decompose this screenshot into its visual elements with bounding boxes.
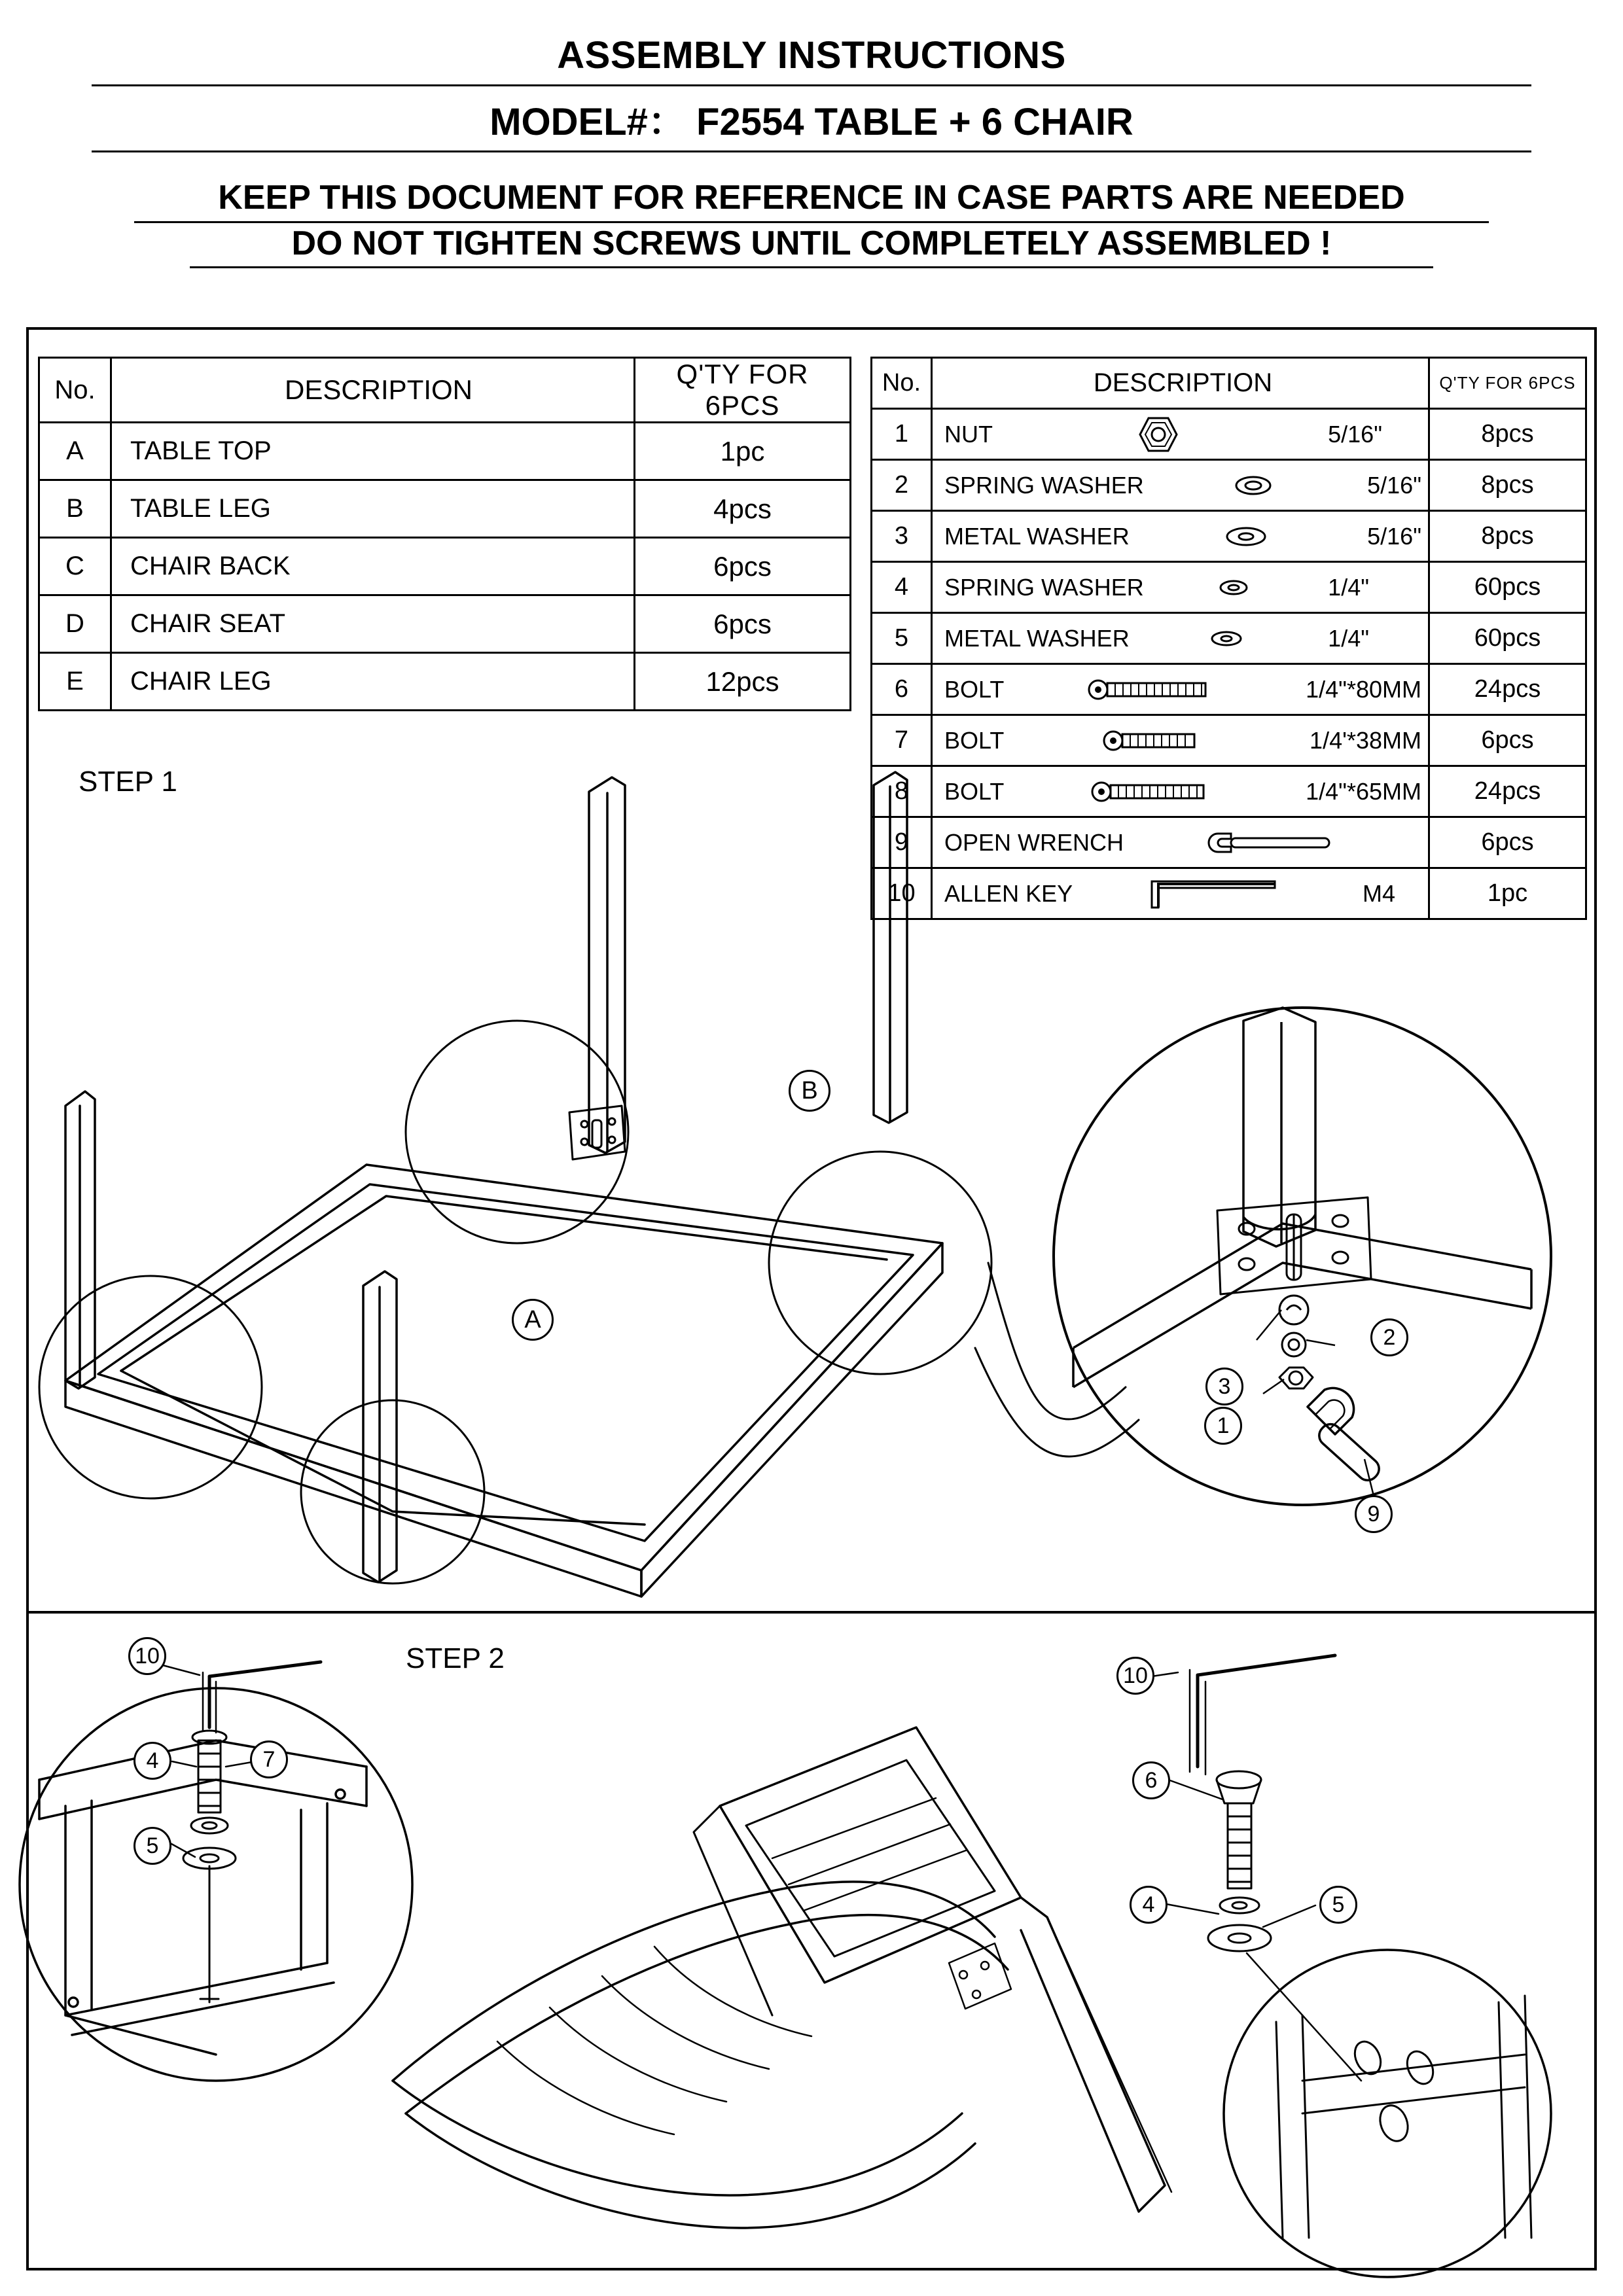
notice-line-2: DO NOT TIGHTEN SCREWS UNTIL COMPLETELY ASSEMBLED ! <box>291 224 1332 262</box>
hardware-no: 8 <box>872 766 932 817</box>
hardware-no: 1 <box>872 409 932 460</box>
table-row <box>872 409 1586 460</box>
hardware-label: SPRING WASHER <box>944 573 1144 601</box>
bolt-icon <box>1004 781 1302 803</box>
hardware-description-cell <box>932 613 1429 664</box>
table-row <box>39 480 851 538</box>
hardware-size: 5/16" <box>1367 471 1421 499</box>
part-qty: 6pcs <box>635 595 851 653</box>
header-qty: Q'TY FOR 6PCS <box>635 358 851 423</box>
hardware-size: 5/16" <box>1367 522 1421 550</box>
hardware-description-cell <box>932 460 1429 511</box>
part-no: A <box>39 423 111 480</box>
bolt-icon <box>1004 730 1306 752</box>
hardware-qty: 8pcs <box>1429 511 1586 562</box>
hardware-size: 5/16" <box>1328 420 1382 448</box>
hardware-description-cell <box>932 409 1429 460</box>
callout-hardware-4-right: 4 <box>1130 1886 1168 1924</box>
part-description: CHAIR BACK <box>111 538 635 595</box>
table-header-row <box>39 358 851 423</box>
hardware-description-cell <box>932 868 1429 919</box>
part-no: C <box>39 538 111 595</box>
hardware-qty: 24pcs <box>1429 766 1586 817</box>
table-row <box>39 653 851 711</box>
parts-table <box>38 357 851 711</box>
hex-nut-icon <box>993 416 1324 453</box>
step-divider <box>27 1611 1596 1614</box>
part-qty: 12pcs <box>635 653 851 711</box>
hardware-description-cell <box>932 715 1429 766</box>
step-1-label: STEP 1 <box>79 766 177 798</box>
part-description: TABLE LEG <box>111 480 635 538</box>
spring-washer-icon <box>1144 474 1363 497</box>
hardware-label: ALLEN KEY <box>944 879 1073 907</box>
metal-washer-small-icon <box>1130 630 1324 647</box>
hardware-no: 3 <box>872 511 932 562</box>
hardware-label: METAL WASHER <box>944 522 1130 550</box>
open-wrench-icon <box>1124 830 1418 856</box>
metal-washer-icon <box>1130 525 1363 548</box>
table-row <box>872 868 1586 919</box>
hardware-size: 1/4" <box>1328 573 1369 601</box>
table-row <box>39 595 851 653</box>
hardware-label: BOLT <box>944 726 1005 754</box>
hardware-description-cell <box>932 664 1429 715</box>
part-description: CHAIR LEG <box>111 653 635 711</box>
hardware-no: 10 <box>872 868 932 919</box>
table-row <box>872 613 1586 664</box>
hardware-description-cell <box>932 562 1429 613</box>
hardware-description-cell <box>932 766 1429 817</box>
part-no: E <box>39 653 111 711</box>
table-row <box>872 766 1586 817</box>
part-description: TABLE TOP <box>111 423 635 480</box>
callout-hardware-7: 7 <box>250 1740 288 1778</box>
hardware-no: 9 <box>872 817 932 868</box>
hardware-label: BOLT <box>944 675 1005 703</box>
callout-hardware-9: 9 <box>1355 1495 1393 1533</box>
callout-hardware-2: 2 <box>1370 1318 1408 1356</box>
callout-hardware-4-left: 4 <box>134 1742 171 1780</box>
callout-part-a: A <box>512 1299 554 1341</box>
notice-line-1: KEEP THIS DOCUMENT FOR REFERENCE IN CASE PARTS ARE NEEDED <box>218 179 1405 217</box>
hardware-size: M4 <box>1362 879 1395 907</box>
hardware-label: METAL WASHER <box>944 624 1130 652</box>
callout-hardware-5-right: 5 <box>1319 1886 1357 1924</box>
hardware-no: 6 <box>872 664 932 715</box>
callout-tool-10-right: 10 <box>1116 1657 1154 1695</box>
hardware-description-cell <box>932 511 1429 562</box>
hardware-qty: 8pcs <box>1429 409 1586 460</box>
part-no: B <box>39 480 111 538</box>
header-qty: Q'TY FOR 6PCS <box>1429 358 1586 409</box>
hardware-size: 1/4" <box>1328 624 1369 652</box>
table-row <box>39 423 851 480</box>
hardware-table <box>870 357 1587 920</box>
spring-washer-small-icon <box>1144 579 1324 596</box>
hardware-no: 2 <box>872 460 932 511</box>
header-description: DESCRIPTION <box>111 358 635 423</box>
document-header <box>92 34 1531 268</box>
part-qty: 6pcs <box>635 538 851 595</box>
hardware-qty: 1pc <box>1429 868 1586 919</box>
hardware-qty: 60pcs <box>1429 562 1586 613</box>
notice-divider-2 <box>190 266 1433 268</box>
step-2-label: STEP 2 <box>406 1642 505 1674</box>
table-row <box>872 562 1586 613</box>
hardware-no: 4 <box>872 562 932 613</box>
hardware-no: 7 <box>872 715 932 766</box>
hardware-size: 1/4'*38MM <box>1310 726 1421 754</box>
hardware-label: BOLT <box>944 777 1005 805</box>
header-no: No. <box>39 358 111 423</box>
callout-hardware-3: 3 <box>1205 1368 1243 1405</box>
table-row <box>872 511 1586 562</box>
hardware-label: NUT <box>944 420 993 448</box>
table-row <box>872 664 1586 715</box>
hardware-label: SPRING WASHER <box>944 471 1144 499</box>
hardware-size: 1/4"*80MM <box>1306 675 1421 703</box>
hardware-qty: 6pcs <box>1429 817 1586 868</box>
page-title: ASSEMBLY INSTRUCTIONS <box>557 34 1066 77</box>
hardware-qty: 60pcs <box>1429 613 1586 664</box>
hardware-size: 1/4"*65MM <box>1306 777 1421 805</box>
table-header-row <box>872 358 1586 409</box>
model-title: MODEL#： F2554 TABLE + 6 CHAIR <box>490 100 1133 143</box>
hardware-label: OPEN WRENCH <box>944 828 1124 856</box>
table-row <box>872 817 1586 868</box>
table-row <box>872 715 1586 766</box>
hardware-qty: 6pcs <box>1429 715 1586 766</box>
part-qty: 4pcs <box>635 480 851 538</box>
callout-tool-10-left: 10 <box>128 1637 166 1675</box>
hardware-qty: 8pcs <box>1429 460 1586 511</box>
hardware-qty: 24pcs <box>1429 664 1586 715</box>
header-divider-2 <box>92 150 1531 152</box>
table-row <box>39 538 851 595</box>
callout-hardware-6: 6 <box>1132 1761 1170 1799</box>
hardware-no: 5 <box>872 613 932 664</box>
header-divider-1 <box>92 84 1531 86</box>
part-no: D <box>39 595 111 653</box>
bolt-icon <box>1004 679 1302 701</box>
table-row <box>872 460 1586 511</box>
part-qty: 1pc <box>635 423 851 480</box>
allen-key-icon <box>1073 879 1359 909</box>
callout-hardware-5-left: 5 <box>134 1827 171 1865</box>
hardware-description-cell <box>932 817 1429 868</box>
header-no: No. <box>872 358 932 409</box>
header-description: DESCRIPTION <box>932 358 1429 409</box>
part-description: CHAIR SEAT <box>111 595 635 653</box>
callout-hardware-1: 1 <box>1204 1407 1242 1445</box>
callout-part-b: B <box>789 1070 830 1112</box>
